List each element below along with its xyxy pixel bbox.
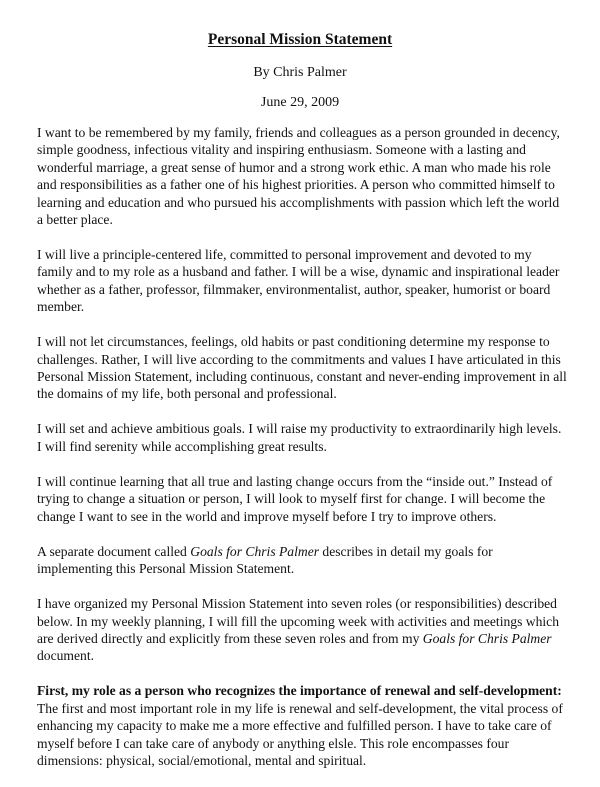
text-line: Personal Mission Statement, including continuous, constant and never-ending improvement in all: [37, 369, 567, 385]
text-line: whether as a father, professor, filmmaker, environmentalist, author, speaker, humorist or board: [37, 281, 551, 297]
paragraph-response: [37, 333, 572, 403]
text-run: are derived directly and explicitly from these seven roles and from my: [37, 630, 423, 646]
text-line: enhancing my capacity to make me a more effective and fulfilled person. I have to take care of: [37, 718, 552, 734]
text-line: [37, 543, 572, 560]
text-line: [37, 630, 572, 647]
text-line: document.: [37, 648, 95, 664]
text-line: wonderful marriage, a great sense of humor and a strong work ethic. A man who made his role: [37, 159, 551, 175]
text-line: change I want to see in the world and improve myself before I try to improve others.: [37, 508, 497, 524]
text-line: member.: [37, 299, 85, 315]
text-line: challenges. Rather, I will live according to the commitments and values I have articulated in this: [37, 351, 561, 367]
paragraph-roles: [37, 595, 572, 665]
text-line: below. In my weekly planning, I will fill the upcoming week with activities and meetings which: [37, 613, 559, 629]
text-line: dimensions: physical, social/emotional, mental and spiritual.: [37, 752, 367, 768]
text-line: myself before I can take care of anybody or anything elsle. This role encompasses four: [37, 735, 509, 751]
document-reference: Goals for Chris Palmer: [190, 543, 320, 559]
paragraph-learning: [37, 473, 572, 525]
paragraph-legacy: [37, 124, 572, 228]
text-run: A separate document called: [37, 543, 191, 559]
text-line: a better place.: [37, 212, 113, 228]
text-line: simple goodness, infectious vitality and inspiring enthusiasm. Someone with a lasting and: [37, 142, 526, 158]
document-title-text: Personal Mission Statement: [207, 31, 393, 48]
text-run: describes in detail my goals for: [319, 543, 493, 559]
document-byline: By Chris Palmer: [253, 65, 347, 80]
text-line: I will not let circumstances, feelings, old habits or past conditioning determine my response to: [37, 334, 550, 350]
text-line: family and to my role as a husband and father. I will be a wise, dynamic and inspirational leader: [37, 264, 560, 280]
text-line: and responsibilities as a father one of his highest priorities. A person who committed himself to: [37, 177, 555, 193]
text-line: the domains of my life, both personal and professional.: [37, 386, 337, 402]
section-heading: First, my role as a person who recognizes the importance of renewal and self-development:: [37, 683, 562, 699]
text-line: I have organized my Personal Mission Statement into seven roles (or responsibilities) described: [37, 596, 557, 612]
paragraph-renewal: [37, 682, 572, 769]
text-line: I will find serenity while accomplishing great results.: [37, 438, 327, 454]
text-line: learning and education and who pursued his accomplishments with passion which left the world: [37, 194, 560, 210]
text-line: implementing this Personal Mission Statement.: [37, 561, 295, 577]
document-date: June 29, 2009: [260, 95, 340, 110]
document-reference: Goals for Chris Palmer: [422, 630, 552, 646]
text-line: I will continue learning that all true and lasting change occurs from the “inside out.” Instead of: [37, 473, 553, 489]
paragraph-principles: [37, 246, 572, 316]
text-line: I want to be remembered by my family, friends and colleagues as a person grounded in decency,: [37, 125, 560, 140]
document-title: [0, 31, 600, 49]
text-line: I will live a principle-centered life, committed to personal improvement and devoted to my: [37, 247, 532, 263]
paragraph-goals: [37, 420, 572, 455]
document-body: [37, 124, 572, 787]
text-line: I will set and achieve ambitious goals. I will raise my productivity to extraordinarily high levels.: [37, 421, 562, 437]
text-line: The first and most important role in my life is renewal and self-development, the vital process of: [37, 700, 563, 716]
text-line: trying to change a situation or person, I will look to myself first for change. I will become the: [37, 491, 546, 507]
paragraph-separate-document: [37, 543, 572, 578]
